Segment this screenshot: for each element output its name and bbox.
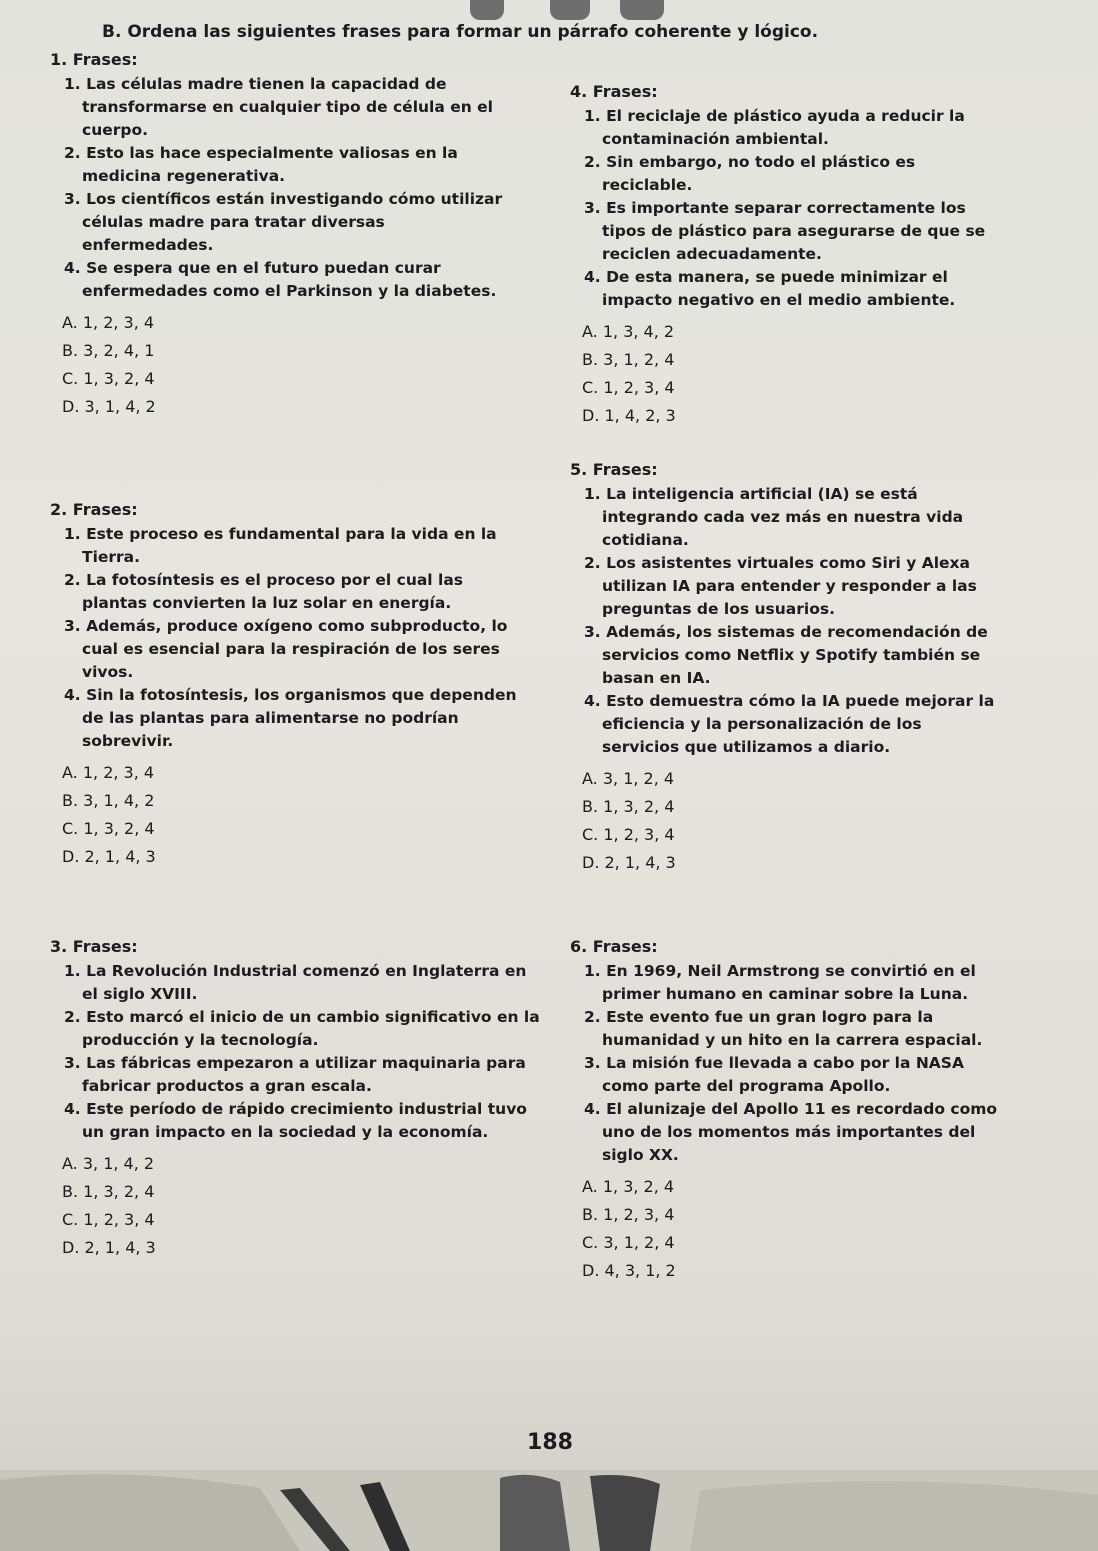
sentence: 2. Este evento fue un gran logro para la humanidad y un hito en la carrera espacial. [584,1008,983,1049]
option-d[interactable]: D. 2, 1, 4, 3 [582,853,676,872]
sentence: 3. Es importante separar correctamente los tipos de plástico para asegurarse de que se reciclen adecuadamente. [584,199,986,263]
option-c[interactable]: C. 1, 2, 3, 4 [62,1210,155,1229]
top-edge-marks [450,0,690,22]
sentence: 4. Sin la fotosíntesis, los organismos que dependen de las plantas para alimentarse no podrían sobrevivir. [64,686,517,750]
option-b[interactable]: B. 3, 1, 2, 4 [582,350,675,369]
sentence: 2. Los asistentes virtuales como Siri y Alexa utilizan IA para entender y responder a las preguntas de los usuarios. [584,554,977,618]
question-title: 4. Frases: [570,82,658,101]
sentence: 3. Los científicos están investigando cómo utilizar células madre para tratar diversas enfermedades. [64,190,503,254]
option-a[interactable]: A. 1, 2, 3, 4 [62,763,155,782]
option-c[interactable]: C. 1, 2, 3, 4 [582,378,675,397]
option-c[interactable]: C. 1, 3, 2, 4 [62,369,155,388]
instruction-heading: B. Ordena las siguientes frases para formar un párrafo coherente y lógico. [102,22,819,42]
sentence: 1. La Revolución Industrial comenzó en Inglaterra en el siglo XVIII. [64,962,527,1003]
option-d[interactable]: D. 4, 3, 1, 2 [582,1261,676,1280]
sentence: 4. De esta manera, se puede minimizar el impacto negativo en el medio ambiente. [584,268,956,309]
option-c[interactable]: C. 1, 3, 2, 4 [62,819,155,838]
sentence: 2. Esto las hace especialmente valiosas en la medicina regenerativa. [64,144,458,185]
sentence: 4. Esto demuestra cómo la IA puede mejorar la eficiencia y la personalización de los servicios que utilizamos a diario. [584,692,995,756]
option-d[interactable]: D. 2, 1, 4, 3 [62,847,156,866]
option-c[interactable]: C. 1, 2, 3, 4 [582,825,675,844]
option-b[interactable]: B. 1, 3, 2, 4 [582,797,675,816]
option-b[interactable]: B. 1, 3, 2, 4 [62,1182,155,1201]
option-b[interactable]: B. 3, 1, 4, 2 [62,791,155,810]
answer-options [582,318,990,430]
option-c[interactable]: C. 3, 1, 2, 4 [582,1233,675,1252]
question-title: 2. Frases: [50,500,138,519]
answer-options [62,759,520,871]
option-b[interactable]: B. 3, 2, 4, 1 [62,341,155,360]
question-1 [50,48,520,421]
question-3 [50,935,540,1262]
sentence: 2. Sin embargo, no todo el plástico es reciclable. [584,153,916,194]
answer-options [62,1150,540,1262]
option-a[interactable]: A. 1, 3, 2, 4 [582,1177,675,1196]
sentence: 3. Además, los sistemas de recomendación de servicios como Netflix y Spotify también se basan en IA. [584,623,988,687]
sentence: 1. Las células madre tienen la capacidad de transformarse en cualquier tipo de célula en el cuerpo. [64,75,493,139]
sentence: 3. La misión fue llevada a cabo por la NASA como parte del programa Apollo. [584,1054,964,1095]
bottom-decoration [0,1470,1098,1551]
option-a[interactable]: A. 1, 3, 4, 2 [582,322,675,341]
sentence: 4. El alunizaje del Apollo 11 es recordado como uno de los momentos más importantes del siglo XX. [584,1100,998,1164]
question-2 [50,498,520,871]
sentence: 3. Además, produce oxígeno como subproducto, lo cual es esencial para la respiración de los seres vivos. [64,617,508,681]
question-title: 6. Frases: [570,937,658,956]
option-d[interactable]: D. 3, 1, 4, 2 [62,397,156,416]
option-b[interactable]: B. 1, 2, 3, 4 [582,1205,675,1224]
sentence: 1. La inteligencia artificial (IA) se está integrando cada vez más en nuestra vida cotidiana. [584,485,964,549]
sentence: 3. Las fábricas empezaron a utilizar maquinaria para fabricar productos a gran escala. [64,1054,526,1095]
answer-options [582,1173,1010,1285]
sentence: 4. Este período de rápido crecimiento industrial tuvo un gran impacto en la sociedad y la economía. [64,1100,527,1141]
sentence: 2. La fotosíntesis es el proceso por el cual las plantas convierten la luz solar en energía. [64,571,464,612]
option-a[interactable]: A. 1, 2, 3, 4 [62,313,155,332]
question-title: 1. Frases: [50,50,138,69]
page-number: 188 [527,1430,573,1455]
sentence: 1. Este proceso es fundamental para la vida en la Tierra. [64,525,497,566]
option-a[interactable]: A. 3, 1, 4, 2 [62,1154,155,1173]
answer-options [582,765,1000,877]
sentence: 4. Se espera que en el futuro puedan curar enfermedades como el Parkinson y la diabetes. [64,259,497,300]
question-4 [570,80,990,430]
question-title: 5. Frases: [570,460,658,479]
sentence: 1. El reciclaje de plástico ayuda a reducir la contaminación ambiental. [584,107,965,148]
option-d[interactable]: D. 2, 1, 4, 3 [62,1238,156,1257]
option-d[interactable]: D. 1, 4, 2, 3 [582,406,676,425]
question-5 [570,458,1000,877]
question-title: 3. Frases: [50,937,138,956]
answer-options [62,309,520,421]
sentence: 1. En 1969, Neil Armstrong se convirtió en el primer humano en caminar sobre la Luna. [584,962,976,1003]
question-6 [570,935,1010,1285]
option-a[interactable]: A. 3, 1, 2, 4 [582,769,675,788]
sentence: 2. Esto marcó el inicio de un cambio significativo en la producción y la tecnología. [64,1008,540,1049]
